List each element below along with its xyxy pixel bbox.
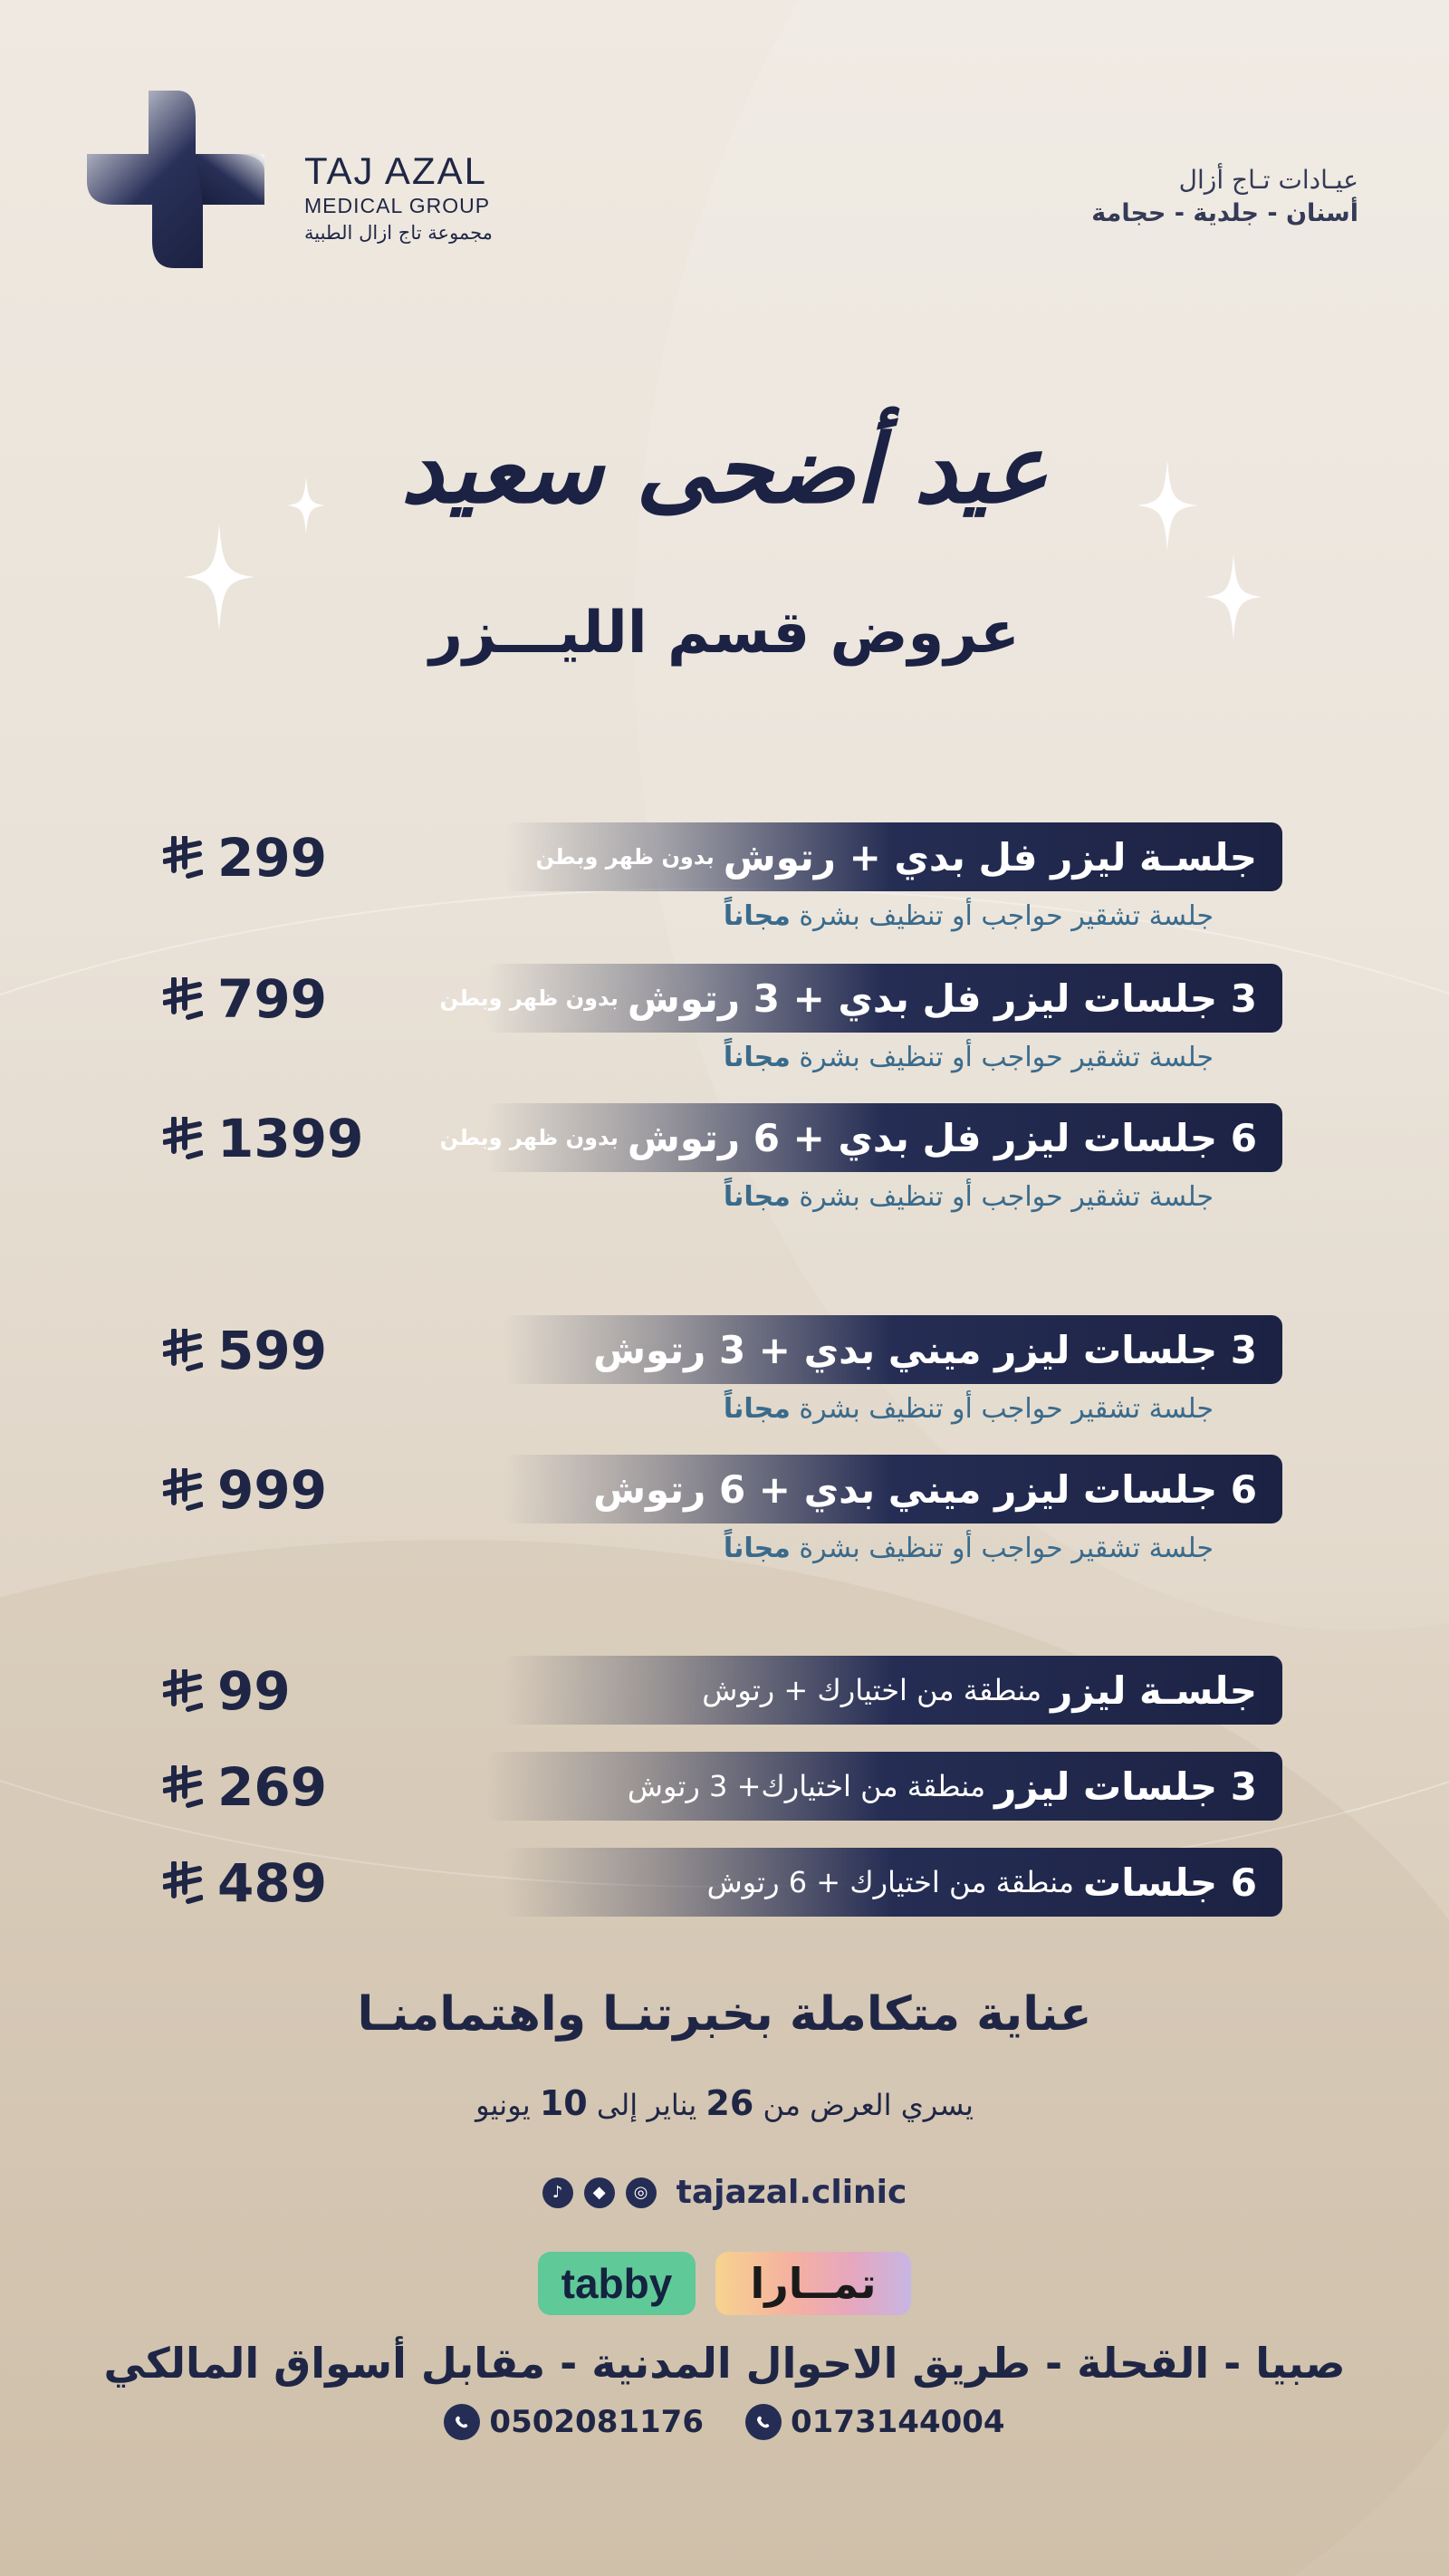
offer-note: بدون ظهر وبطن: [439, 1125, 619, 1150]
perk-free: مجاناً: [723, 1042, 791, 1073]
offer-bar: [504, 1848, 1282, 1917]
offer-validity: [0, 2083, 1449, 2123]
offer-note: بدون ظهر وبطن: [535, 844, 715, 870]
phone-contact-2[interactable]: [745, 2404, 1005, 2440]
brand-arabic-name: مجموعة تاج ازال الطبية: [304, 222, 493, 244]
saudi-riyal-icon: [163, 1861, 203, 1905]
social-handle[interactable]: tajazal.clinic: [676, 2174, 907, 2211]
offer-bar: [504, 1315, 1282, 1384]
offer-detail: منطقة من اختيارك+ 3 رتوش: [627, 1769, 986, 1803]
perk-text: جلسة تشقير حواجب أو تنظيف بشرة: [799, 1393, 1214, 1425]
validity-day-end: 10: [539, 2083, 588, 2123]
offer-price: [163, 1659, 291, 1723]
validity-pre: يسري العرض من: [763, 2088, 974, 2122]
saudi-riyal-icon: [163, 977, 203, 1021]
price-value: 999: [217, 1459, 328, 1521]
perk-free: مجاناً: [723, 1393, 791, 1425]
taj-azal-logo: [87, 91, 264, 268]
instagram-icon[interactable]: ◎: [626, 2177, 657, 2208]
perk-free: مجاناً: [723, 1533, 791, 1564]
offer-item: [163, 1103, 1282, 1221]
price-value: 269: [217, 1756, 328, 1818]
offer-bar: [504, 822, 1282, 891]
offer-item: [163, 1752, 1282, 1824]
offer-price: [163, 1851, 327, 1915]
social-row: [0, 2174, 1449, 2211]
subtitle-wrap: [0, 600, 1449, 667]
offer-item: [163, 964, 1282, 1081]
snapchat-icon[interactable]: ◆: [584, 2177, 615, 2208]
price-value: 799: [217, 968, 328, 1030]
saudi-riyal-icon: [163, 1329, 203, 1372]
validity-mid: يناير إلى: [596, 2088, 697, 2122]
offer-price: [163, 1458, 327, 1522]
offer-title: 3 جلسات ليزر: [994, 1764, 1257, 1809]
price-value: 299: [217, 827, 328, 889]
section-subtitle: عروض قسم الليـــزر: [411, 600, 1038, 667]
eid-greeting: عيد أضحى سعيد: [400, 413, 1049, 524]
offer-perk: [724, 1393, 1214, 1425]
perk-free: مجاناً: [723, 1181, 791, 1213]
offer-bar: [439, 1103, 1282, 1172]
perk-text: جلسة تشقير حواجب أو تنظيف بشرة: [799, 900, 1214, 932]
brand-subtitle: MEDICAL GROUP: [304, 194, 491, 217]
price-value: 99: [217, 1660, 291, 1722]
tagline-wrap: [0, 1987, 1449, 2042]
offer-title: جلسـة ليزر فل بدي + رتوش: [723, 834, 1257, 879]
offer-price: [163, 1319, 327, 1382]
offer-detail: منطقة من اختيارك + رتوش: [702, 1673, 1042, 1707]
offer-title: 6 جلسات: [1083, 1860, 1257, 1905]
offer-perk: [724, 900, 1214, 932]
perk-text: جلسة تشقير حواجب أو تنظيف بشرة: [799, 1181, 1214, 1213]
offer-bar: [504, 1656, 1282, 1725]
tamara-badge: تمــارا: [715, 2252, 911, 2315]
tabby-badge: tabby: [538, 2252, 696, 2315]
whatsapp-icon: [444, 2404, 480, 2440]
saudi-riyal-icon: [163, 1669, 203, 1713]
phone-contact-1[interactable]: [444, 2404, 704, 2440]
perk-text: جلسة تشقير حواجب أو تنظيف بشرة: [799, 1042, 1214, 1073]
offer-item: [163, 1656, 1282, 1728]
phone-number: 0173144004: [791, 2404, 1005, 2440]
price-value: 599: [217, 1320, 328, 1381]
offer-note: بدون ظهر وبطن: [439, 985, 619, 1011]
offer-bar: [439, 964, 1282, 1033]
offer-title: 3 جلسات ليزر فل بدي + 3 رتوش: [627, 976, 1257, 1021]
phone-row: [0, 2404, 1449, 2440]
validity-day-start: 26: [705, 2083, 754, 2123]
perk-text: جلسة تشقير حواجب أو تنظيف بشرة: [799, 1533, 1214, 1564]
whatsapp-icon: [745, 2404, 782, 2440]
phone-number: 0502081176: [489, 2404, 704, 2440]
offer-title: 6 جلسات ليزر ميني بدي + 6 رتوش: [593, 1466, 1257, 1512]
offer-price: [163, 1755, 327, 1819]
offer-perk: [724, 1042, 1214, 1073]
perk-free: مجاناً: [723, 900, 791, 932]
offer-item: [163, 1455, 1282, 1572]
offer-bar: [485, 1752, 1282, 1821]
brand-block: [304, 150, 493, 246]
price-value: 489: [217, 1852, 328, 1914]
saudi-riyal-icon: [163, 836, 203, 879]
offer-title: 3 جلسات ليزر ميني بدي + 3 رتوش: [593, 1327, 1257, 1372]
offer-price: [163, 1107, 363, 1170]
offer-title: جلسـة ليزر: [1051, 1668, 1257, 1713]
offer-price: [163, 826, 327, 889]
saudi-riyal-icon: [163, 1765, 203, 1809]
offer-item: [163, 1315, 1282, 1433]
offer-detail: منطقة من اختيارك + 6 رتوش: [706, 1865, 1075, 1899]
price-value: 1399: [217, 1108, 364, 1169]
tiktok-icon[interactable]: ♪: [542, 2177, 573, 2208]
brand-name: TAJ AZAL: [304, 149, 487, 192]
clinic-info: [1091, 163, 1358, 230]
offer-perk: [724, 1181, 1214, 1213]
offer-bar: [504, 1455, 1282, 1523]
offer-perk: [724, 1533, 1214, 1564]
clinic-address: صبيا - القحلة - طريق الاحوال المدنية - مقابل أسواق المالكي: [103, 2339, 1346, 2388]
validity-post: يونيو: [475, 2088, 531, 2122]
offer-price: [163, 967, 327, 1031]
clinic-name: عيـادات تـاج أزال: [1178, 165, 1358, 195]
tagline: عناية متكاملة بخبرتنـا واهتمامنـا: [350, 1987, 1099, 2042]
clinic-services: أسنان - جلدية - حجامة: [1091, 199, 1358, 227]
offer-item: [163, 822, 1282, 940]
saudi-riyal-icon: [163, 1468, 203, 1512]
offer-item: [163, 1848, 1282, 1920]
saudi-riyal-icon: [163, 1117, 203, 1160]
offer-title: 6 جلسات ليزر فل بدي + 6 رتوش: [627, 1115, 1257, 1160]
